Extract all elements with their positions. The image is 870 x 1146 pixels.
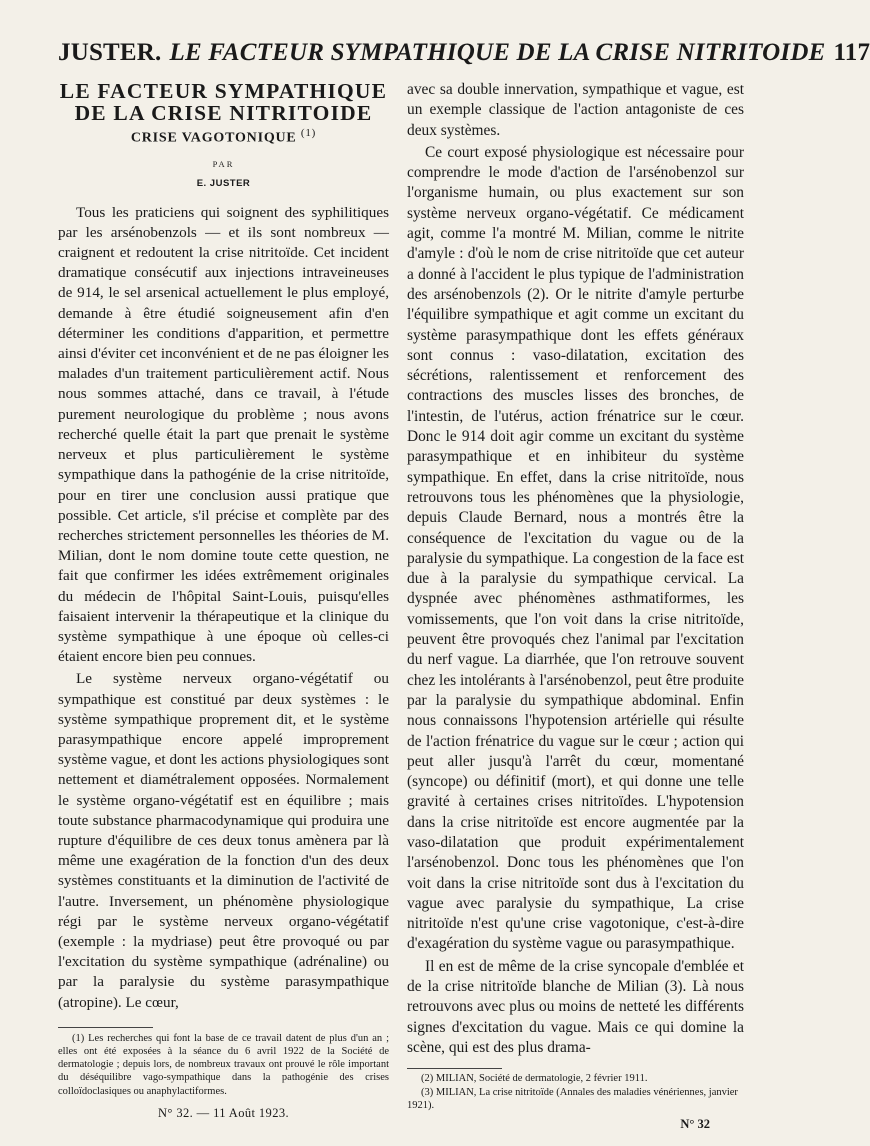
- article-subtitle: [58, 127, 389, 147]
- footnote-1: (1) Les recherches qui font la base de ce travail datent de plus d'un an ; elles ont été exposées à la séance du 6 avril 1922 de la Société de dermatologie ; depuis lors, de nombreux travaux ont prouvé le rôle important du déséquilibre vago-sympathique dans la pathogénie des crises colloïdoclasiques ou anaphylactiformes.: [58, 1032, 389, 1097]
- article-subtitle-text: CRISE VAGOTONIQUE: [130, 130, 297, 146]
- right-column: [407, 80, 744, 1132]
- article-title-line2: DE LA CRISE NITRITOIDE: [74, 101, 373, 125]
- footnote-rule-right: [407, 1068, 502, 1069]
- running-head: [58, 38, 870, 68]
- article-title: [58, 80, 389, 124]
- page-number: 117: [833, 39, 870, 66]
- footnote-rule: [58, 1027, 153, 1028]
- left-column: [58, 80, 389, 1132]
- footnote-ref-1: (1): [300, 127, 317, 139]
- right-paragraph-2: Ce court exposé physiologique est nécessaire pour comprendre le mode d'action de l'arsénobenzol sur l'organisme humain, ou plus exactement sur son système nerveux organo-végétatif. Ce médicament agit, comme l'a montré M. Milian, comme le nitrite d'amyle : d'où le nom de crise nitritoïde que cet auteur a donné à l'accident le plus typique de l'administration des arsénobenzols (2). Or le nitrite d'amyle perturbe l'équilibre sympathique et agit comme un excitant du système parasympathique dont les effets généraux sont connus : vaso-dilatation, excitation des sécrétions, ralentissement et renforcement des contractions des muscles lisses des bronches, de l'intestin, de l'utérus, action frénatrice sur le cœur. Donc le 914 doit agir comme un excitant du système parasympathique et en inhibiteur du système sympathique. En effet, dans la crise nitritoïde, nous retrouvons tous les phénomènes que la physiologie, depuis Claude Bernard, nous a montrés être la conséquence de l'excitation du vague ou de la paralysie du sympathique. La congestion de la face est due à la paralysie du sympathique cervical. La dyspnée avec phénomènes asthmatiformes, les vomissements, que l'on voit dans la crise nitritoïde, peuvent être provoqués chez l'animal par l'excitation du nerf vague. La diarrhée, que l'on retrouve souvent chez les intolérants à l'arsénobenzol, peut être produite par la paralysie du sympathique abdominal. Enfin nous connaissons l'hypotension artérielle qui résulte de l'action frénatrice du vague sur le cœur ; action qui peut aller jusqu'à l'arrêt du cœur, momentané (syncope) ou définitif (mort), et qui donne une telle gravité à certaines crises nitritoïdes. L'hypotension dans la crise nitritoïde est encore augmentée par la vaso-dilatation que produit expérimentalement l'arsénobenzol. Donc tous les phénomènes que l'on voit dans la crise nitritoïde sont dus à l'excitation du vague avec paralysie du sympathique, La crise nitritoïde n'est qu'une crise vagotonique, c'est-à-dire d'exagération du système vague ou parasympathique.: [407, 143, 744, 953]
- article-author: E. JUSTER: [196, 177, 251, 189]
- footnote-2: (2) MILIAN, Société de dermatologie, 2 février 1911.: [421, 1073, 648, 1085]
- running-head-title: LE FACTEUR SYMPATHIQUE DE LA CRISE NITRITOIDE: [169, 39, 826, 66]
- two-column-body: [58, 80, 744, 1132]
- left-paragraph-1: Tous les praticiens qui soignent des syphilitiques par les arsénobenzols — et ils sont nombreux — craignent et redoutent la crise nitritoïde. Cet incident dramatique consécutif aux injections intraveineuses de 914, le sel arsenical actuellement le plus employé, demande à être étudié soigneusement afin d'en déterminer les conditions d'apparition, et permettre ainsi d'éviter cet inconvénient et de ne pas éloigner les malades d'un traitement particulièrement actif. Nous nous sommes attaché, dans ce travail, à l'étude purement neurologique du problème ; nous avons recherché quelle était la part que prenait le système nerveux et plus particulièrement le système sympathique dans la pathogénie de la crise nitritoïde, pour en tirer une conclusion aussi pratique que possible. Cet article, s'il précise et complète par des recherches strictement personnelles les théories de M. Milian, dont le nom domine toute cette question, ne fait que confirmer les idées extrêmement originales du médecin de l'hôpital Saint-Louis, puisqu'elles faisaient intervenir la thérapeutique et la clinique du système sympathique à une époque où celles-ci étaient encore bien peu connues.: [58, 203, 389, 666]
- footnote-3: (3) MILIAN, La crise nitritoïde (Annales des maladies vénériennes, janvier 1921).: [407, 1086, 738, 1112]
- issue-folio: N° 32. — 11 Août 1923.: [157, 1105, 290, 1120]
- article-title-line1: LE FACTEUR SYMPATHIQUE: [59, 79, 388, 103]
- issue-number: N° 32: [680, 1116, 710, 1131]
- left-paragraph-2: Le système nerveux organo-végétatif ou sympathique est constitué par deux systèmes : le système sympathique proprement dit, et le système parasympathique encore appelé improprement système vague, et dont les actions physiologiques sont nettement et diamétralement opposées. Normalement le système organo-végétatif est en équilibre ; mais toute substance pharmacodynamique qui produira une rupture d'équilibre de ces deux tonus amènera par là même une exagération de la fonction d'un des deux systèmes constituants et la diminution de l'activité de l'autre. Inversement, un phénomène physiologique régi par le système nerveux organo-végétatif (exemple : la mydriase) peut être provoqué ou par l'excitation du système sympathique (adrénaline) ou par la paralysie du système parasympathique (atropine). Le cœur,: [58, 670, 389, 1011]
- running-head-author: JUSTER.: [58, 39, 162, 66]
- right-paragraph-3: Il en est de même de la crise syncopale d'emblée et de la crise nitritoïde blanche de Milian (3). Là nous retrouvons avec plus ou moins de netteté les différents signes d'excitation du vague. Mais ce qui domine la scène, qui est des plus drama-: [407, 957, 744, 1056]
- right-paragraph-1: avec sa double innervation, sympathique et vague, est un exemple classique de l'action antagoniste de ces deux systèmes.: [407, 81, 744, 139]
- byline-par: PAR: [212, 158, 235, 169]
